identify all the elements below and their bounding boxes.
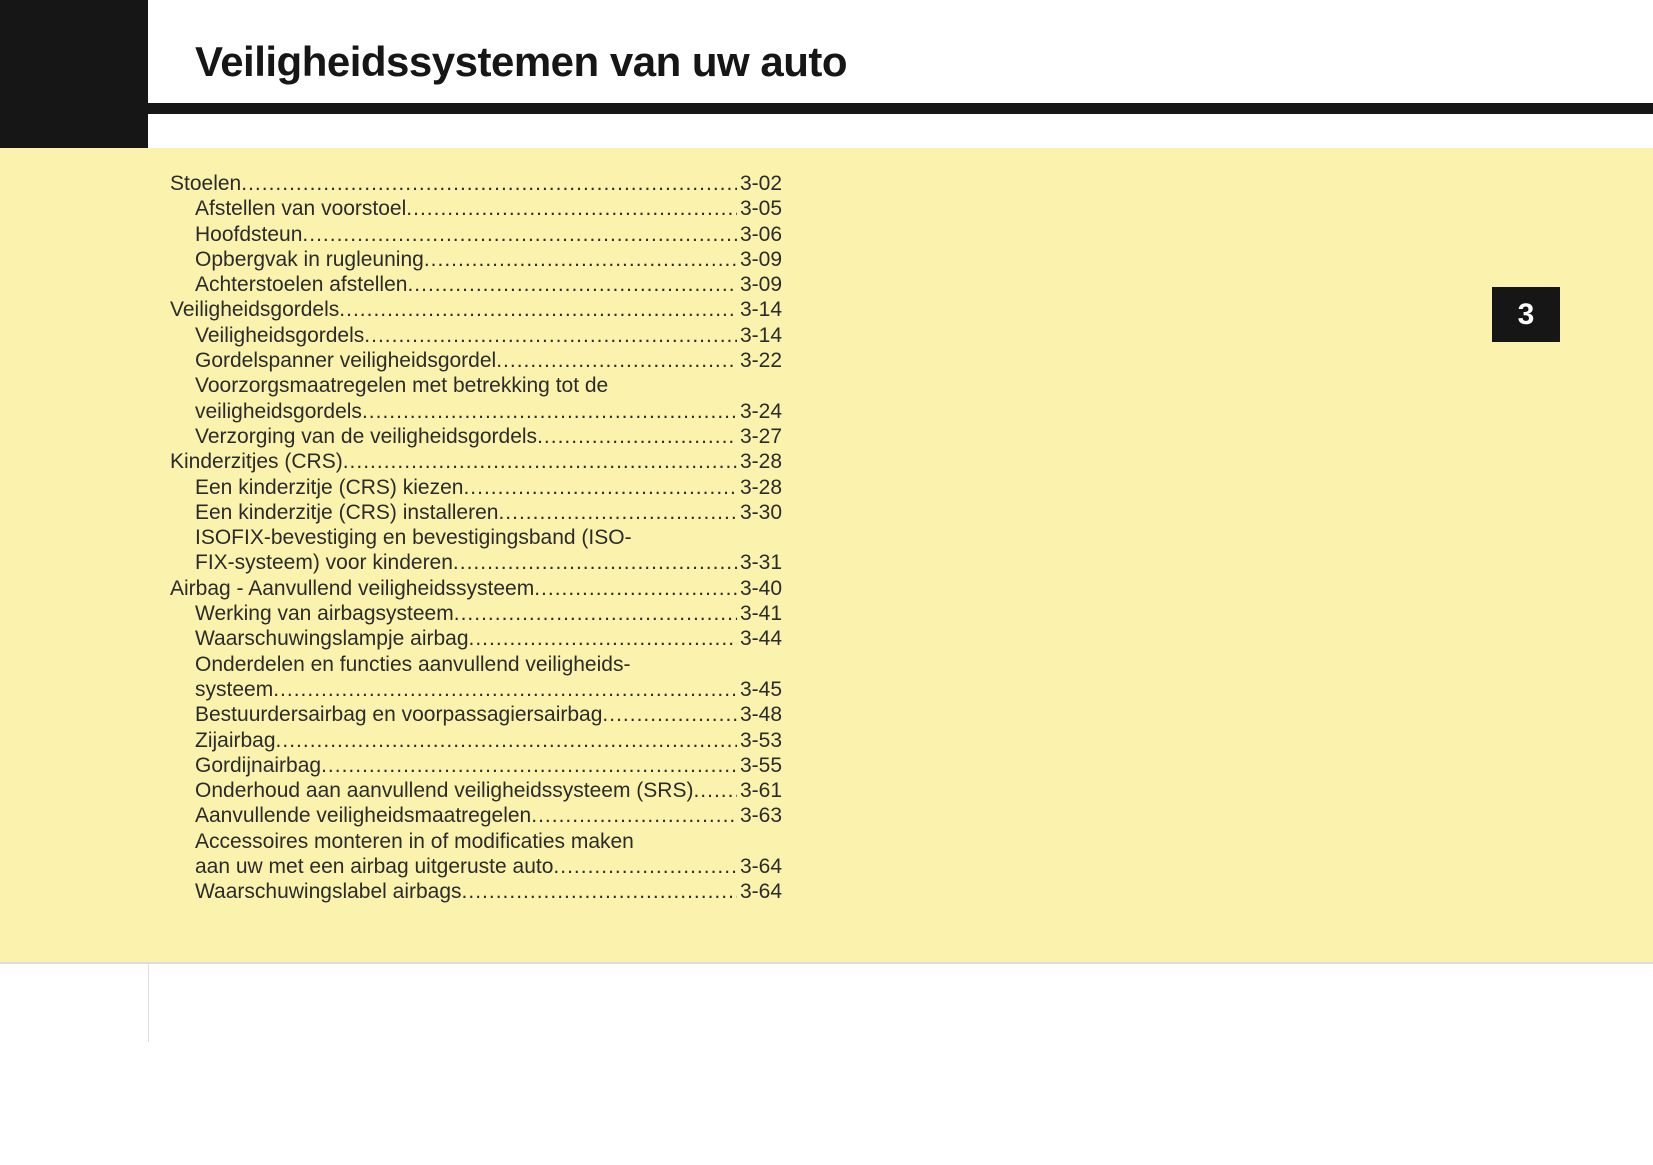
toc-entry-row — [195, 196, 782, 221]
bottom-vertical-line — [148, 964, 149, 1042]
toc-entry-row — [170, 171, 782, 196]
toc-entry — [170, 247, 782, 272]
toc-page-number: 3-27 — [739, 424, 782, 448]
toc-entry-text: ISOFIX-bevestiging en bevestigingsband (ISO- — [195, 526, 632, 550]
chapter-tab — [1492, 287, 1560, 342]
toc-leader-dots — [406, 196, 737, 221]
toc-entry — [170, 449, 782, 474]
toc-entry-row — [195, 323, 782, 348]
toc-entry — [170, 348, 782, 373]
toc-entry-row — [170, 576, 782, 601]
toc-entry — [170, 475, 782, 500]
toc-leader-dots — [407, 272, 737, 297]
toc-entry-text: Zijairbag — [195, 728, 276, 752]
toc-leader-dots — [537, 424, 737, 449]
toc-entry — [170, 778, 782, 803]
toc-leader-dots — [531, 803, 737, 828]
toc-entry-row — [195, 550, 782, 575]
toc-entry-text: Waarschuwingslampje airbag — [195, 627, 469, 651]
toc-entry-row — [195, 702, 782, 727]
toc-entry — [170, 297, 782, 322]
toc-entry — [170, 272, 782, 297]
toc-page-number: 3-48 — [739, 703, 782, 727]
toc-leader-dots — [241, 171, 737, 196]
toc-page-number: 3-41 — [739, 602, 782, 626]
toc-leader-dots — [273, 677, 737, 702]
toc-leader-dots — [463, 475, 737, 500]
toc-entry-row — [195, 222, 782, 247]
toc-leader-dots — [276, 728, 737, 753]
toc-entry-text: systeem — [195, 677, 274, 701]
toc-entry-row — [195, 753, 782, 778]
toc-entry-row — [195, 677, 782, 702]
toc-entry-row — [195, 601, 782, 626]
toc-entry — [170, 728, 782, 753]
toc-entry-text: Bestuurdersairbag en voorpassagiersairbag — [195, 703, 603, 727]
toc-page-number: 3-06 — [739, 222, 782, 246]
toc-page-number: 3-05 — [739, 197, 782, 221]
toc-leader-dots — [343, 449, 737, 474]
toc-entry-text: Gordijnairbag — [195, 753, 322, 777]
toc-entry — [170, 196, 782, 221]
toc-entry-row — [170, 297, 782, 322]
toc-entry-row — [195, 399, 782, 424]
toc-entry — [170, 803, 782, 828]
toc-entry-text: Werking van airbagsysteem — [195, 602, 454, 626]
toc-page-number: 3-30 — [739, 500, 782, 524]
toc-page-number: 3-55 — [739, 753, 782, 777]
toc-entry-text: FIX-systeem) voor kinderen — [195, 551, 453, 575]
toc-page-number: 3-02 — [739, 172, 782, 195]
toc-leader-dots — [424, 247, 737, 272]
toc-entry — [170, 753, 782, 778]
toc-entry — [170, 576, 782, 601]
toc-entry-text: Veiligheidsgordels — [170, 298, 340, 322]
toc-entry-row — [195, 247, 782, 272]
toc-list — [170, 171, 782, 905]
toc-leader-dots — [469, 626, 737, 651]
toc-page-number: 3-61 — [739, 779, 782, 803]
toc-entry-row — [195, 626, 782, 651]
toc-entry — [170, 373, 782, 424]
toc-leader-dots — [321, 753, 737, 778]
toc-entry — [170, 525, 782, 576]
toc-entry-row — [195, 272, 782, 297]
toc-page-number: 3-64 — [739, 855, 782, 879]
toc-page-number: 3-40 — [739, 576, 782, 600]
bottom-rule — [0, 962, 1653, 964]
toc-entry — [170, 652, 782, 703]
toc-entry — [170, 424, 782, 449]
toc-entry-text: Voorzorgsmaatregelen met betrekking tot de — [195, 374, 609, 398]
toc-page-number: 3-31 — [739, 551, 782, 575]
toc-leader-dots — [462, 879, 737, 904]
toc-page-number: 3-14 — [739, 323, 782, 347]
toc-entry-row — [195, 475, 782, 500]
toc-entry — [170, 601, 782, 626]
toc-leader-dots — [454, 601, 737, 626]
toc-page-number: 3-24 — [739, 399, 782, 423]
toc-leader-dots — [302, 222, 737, 247]
toc-entry-text: Gordelspanner veiligheidsgordel — [195, 349, 497, 373]
toc-entry — [170, 702, 782, 727]
toc-leader-dots — [534, 576, 737, 601]
page-title: Veiligheidssystemen van uw auto — [195, 38, 848, 85]
toc-entry-text: Een kinderzitje (CRS) kiezen — [195, 475, 464, 499]
toc-leader-dots — [602, 702, 737, 727]
toc-entry-text: Hoofdsteun — [195, 222, 303, 246]
toc-leader-dots — [498, 500, 737, 525]
toc-page-number: 3-28 — [739, 475, 782, 499]
toc-page-number: 3-22 — [739, 349, 782, 373]
chapter-number: 3 — [1517, 297, 1535, 331]
toc-entry-text: Accessoires monteren in of modificaties maken — [195, 829, 634, 853]
toc-page-number: 3-09 — [739, 273, 782, 297]
toc-leader-dots — [364, 323, 737, 348]
toc-entry-text: Opbergvak in rugleuning — [195, 247, 424, 271]
toc-entry-text: Kinderzitjes (CRS) — [170, 450, 343, 474]
toc-leader-dots — [693, 778, 737, 803]
toc-entry-text: Afstellen van voorstoel — [195, 197, 407, 221]
toc-entry-text: Veiligheidsgordels — [195, 323, 365, 347]
toc-entry-row — [195, 778, 782, 803]
toc-page-number: 3-09 — [739, 247, 782, 271]
toc-entry-text: Verzorging van de veiligheidsgordels — [195, 424, 538, 448]
toc-entry-row — [170, 449, 782, 474]
toc-page-number: 3-63 — [739, 804, 782, 828]
toc-entry — [170, 829, 782, 880]
toc-leader-dots — [496, 348, 737, 373]
toc-entry-row — [195, 854, 782, 879]
toc-entry — [170, 222, 782, 247]
toc-leader-dots — [339, 297, 737, 322]
toc-entry-text: Stoelen — [170, 172, 242, 195]
toc-entry-text: aan uw met een airbag uitgeruste auto — [195, 855, 554, 879]
toc-entry — [170, 500, 782, 525]
toc-page-number: 3-44 — [739, 627, 782, 651]
toc-entry-row — [195, 803, 782, 828]
toc-entry — [170, 626, 782, 651]
toc-page-number: 3-53 — [739, 728, 782, 752]
toc-page-number: 3-64 — [739, 880, 782, 904]
toc-page-number: 3-45 — [739, 677, 782, 701]
toc-leader-dots — [453, 550, 737, 575]
toc-entry-text: Onderhoud aan aanvullend veiligheidssysteem (SRS) — [195, 779, 694, 803]
toc-entry-text: Aanvullende veiligheidsmaatregelen — [195, 804, 532, 828]
toc-page-number: 3-28 — [739, 450, 782, 474]
toc-entry — [170, 323, 782, 348]
toc-page-number: 3-14 — [739, 298, 782, 322]
title-rule — [148, 103, 1653, 114]
toc-leader-dots — [362, 399, 737, 424]
toc-entry-text: Onderdelen en functies aanvullend veiligheids- — [195, 652, 631, 676]
toc-entry-text: Achterstoelen afstellen — [195, 273, 408, 297]
corner-block — [0, 0, 148, 148]
toc-entry-text: veiligheidsgordels — [195, 399, 362, 423]
toc-entry-row — [195, 728, 782, 753]
toc-entry-text: Waarschuwingslabel airbags — [195, 880, 462, 904]
toc-panel — [0, 148, 1653, 962]
toc-entry-row — [195, 500, 782, 525]
toc-entry — [170, 171, 782, 196]
toc-entry-text: Airbag - Aanvullend veiligheidssysteem — [170, 576, 535, 600]
toc-leader-dots — [553, 854, 737, 879]
toc-entry-row — [195, 348, 782, 373]
toc-entry-row — [195, 424, 782, 449]
toc-entry-text: Een kinderzitje (CRS) installeren — [195, 500, 499, 524]
toc-entry-row — [195, 879, 782, 904]
toc-entry — [170, 879, 782, 904]
